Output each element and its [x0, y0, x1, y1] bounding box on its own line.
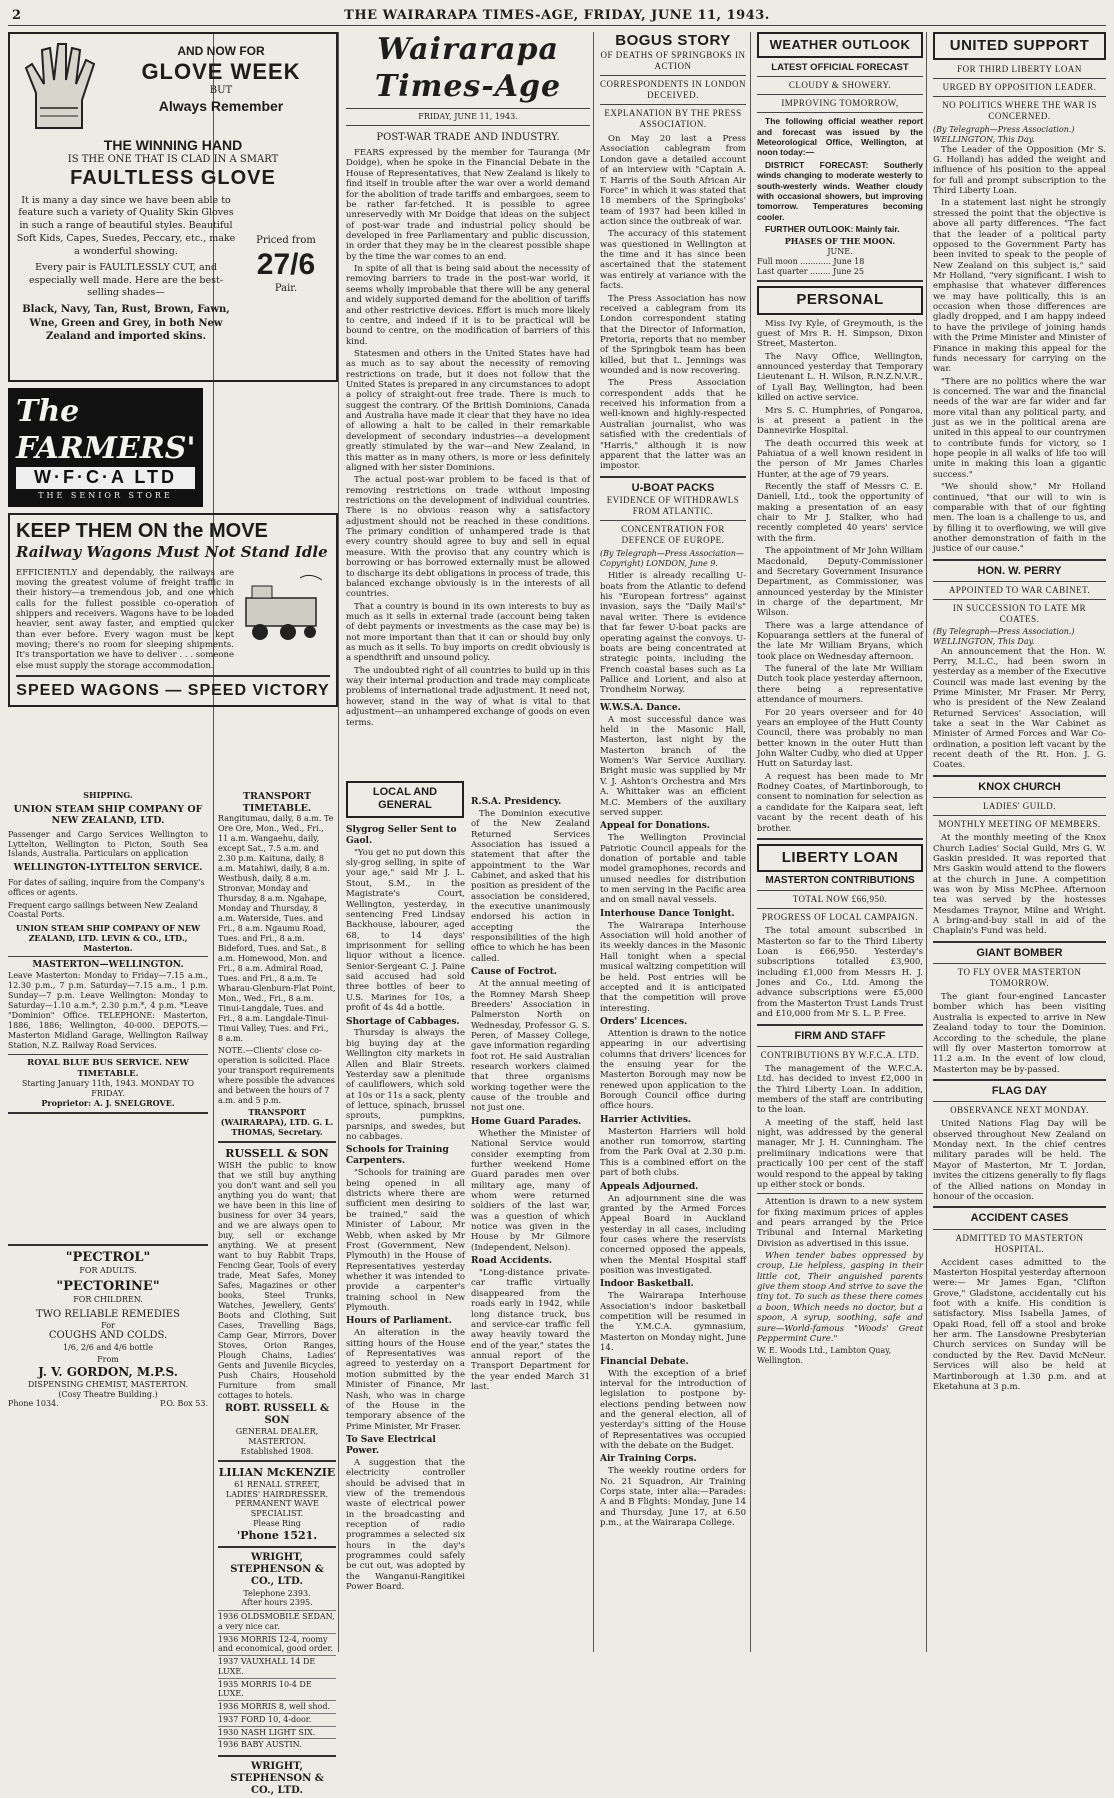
local-item-title: Financial Debate. [600, 1356, 689, 1367]
personal-paragraph: For 20 years overseer and for 40 years an employee of the Hutt County Council, there was probably no man better known in the outer Hutt than John Walter Cudby, who died at Upper Hutt on Saturday last. [757, 707, 923, 770]
bogus-paragraph: The accuracy of this statement was questioned in Wellington at the time and it has since been ascertained that the statement was entirely at variance with the facts. [600, 229, 746, 292]
weather-sub: IMPROVING TOMORROW, [781, 98, 899, 109]
firm-advert: Attention is drawn to a new system for fixing maximum prices of apples and pears arranged by the Price Tribunal and Internal Marketing Division as advertised in this issue. [757, 1197, 923, 1249]
bogus-paragraph: The Press Association correspondent adds that he received his information from a well-known and highly-respected Australian journalist, who was satisfied with the credentials of "Harris," although it is now apparent that the latter was an impostor. [600, 378, 746, 472]
shipping-company: UNION STEAM SHIP COMPANY OF NEW ZEALAND, LTD. [13, 803, 203, 827]
liberty-heading: LIBERTY LOAN [781, 848, 899, 866]
ad-headline: FAULTLESS GLOVE [70, 167, 276, 190]
local-item-text: Whether the Minister of National Service would consider exempting from further weekend Home Guard parades men over military age, many of whom were returned soldiers of the last war, was a question of which notice was given in the House by Mr Gilmore (Independent, Nelson). [471, 1128, 590, 1253]
shipping-column [8, 791, 208, 1651]
weather-heading: WEATHER OUTLOOK [769, 37, 911, 52]
local-item-title: Appeal for Donations. [600, 821, 710, 832]
bogus-heading: BOGUS STORY [615, 32, 731, 49]
pectorine-name: "PECTORINE" [56, 1278, 160, 1294]
local-item-text: Masterton Harriers will hold another run tomorrow, starting from the Park Oval at 2.30 p.m. This is a combined effort on the part of both clubs. [600, 1126, 746, 1179]
local-item-title: Cause of Foctrot. [471, 967, 558, 978]
personal-paragraph: Miss Ivy Kyle, of Greymouth, is the guest of Mrs R. H. Simpson, Dixon Street, Masterton. [757, 318, 923, 350]
support-sub: URGED BY OPPOSITION LEADER. [942, 82, 1097, 93]
local-item-text: The weekly routine orders for No. 21 Squadron, Air Training Corps state, inter alia:—Parades: A and B Flights: Monday, June 14 and Thursday, June 17, at 6.50 p.m., at the Wairarapa College. [600, 1466, 746, 1529]
support-sub: FOR THIRD LIBERTY LOAN [957, 64, 1082, 75]
farmers-brand: The FARMERS' [16, 394, 196, 466]
liberty-sub: PROGRESS OF LOCAL CAMPAIGN. [761, 912, 919, 923]
local-item-text: "You get no put down this sly-grog selling, in spite of your age," said Mr J. L. Stout, S.M., in the Magistrate's Court, Wellington, yesterday, in sentencing Fred Lindsay Backhouse, labourer, aged 68, to 14 days' imprisonment for selling liquor without a licence. Senior-Sergeant C. J. Paine said accused had sold three bottles of beer to U.S. Marines for 10s, a profit of 4s 4d a bottle. [346, 847, 465, 1014]
firm-credit: W. E. Woods Ltd., Lambton Quay, Wellington. [757, 1346, 892, 1365]
knox-text: At the monthly meeting of the Knox Church Ladies' Social Guild, Mrs G. W. Gaskin presided. It was reported that Mrs Gaskin would attend to the flowers at the church in June. A competition was won by Miss McPhee. Afternoon tea was served by the hostesses Mesdames Traynor, Milne and Wright. A bring-and-buy stall in aid of the Chaplain's Fund was held. [933, 833, 1106, 937]
lilian-address: 61 RENALL STREET, [234, 1479, 320, 1489]
weather-box [757, 32, 923, 58]
car-item: 1936 MORRIS 8, well shod. [218, 1700, 336, 1713]
flagday-sub: OBSERVANCE NEXT MONDAY. [950, 1105, 1089, 1116]
local-subcolumn [346, 822, 465, 1595]
uboat-sub: EVIDENCE OF WITHDRAWLS FROM ATLANTIC. [606, 495, 740, 516]
from-line: From [97, 1355, 119, 1365]
accident-sub: ADMITTED TO MASTERTON HOSPITAL. [955, 1232, 1084, 1254]
local-item-text: The Wairarapa Interhouse Association's indoor basketball competition will be resumed in the Y.M.C.A. gymnasium, Masterton on Monday night, June 14. [600, 1291, 746, 1354]
rail-ad-title: KEEP THEM ON the MOVE [16, 519, 268, 542]
farmers-logo [8, 388, 203, 507]
price-line: 1/6, 2/6 and 4/6 bottle [62, 1342, 154, 1352]
car-item: 1930 NASH LIGHT SIX. [218, 1726, 336, 1739]
bogus-sub: EXPLANATION BY THE PRESS ASSOCIATION. [604, 108, 742, 130]
accident-heading: ACCIDENT CASES [970, 1212, 1069, 1225]
editorial-paragraph: That a country is bound in its own interests to buy as much as it sells in external trade (account being taken of debt payments or investments as the case may be) is not more important than that it can or should buy only as much as it sells. To buy imports on credit obviously is a spendthrift and unsound policy. [346, 601, 590, 664]
local-general-section [346, 781, 590, 1651]
rail-ad-subtitle: Railway Wagons Must Not Stand Idle [16, 543, 328, 562]
knox-heading: KNOX CHURCH [978, 780, 1061, 793]
shipping-text: Passenger and Cargo Services Wellington to Lyttelton, Wellington to Picton, South Sea Islands, Australia. Particulars on application [8, 829, 208, 859]
perry-heading: HON. W. PERRY [977, 564, 1062, 577]
local-heading: LOCAL AND GENERAL [372, 786, 438, 812]
russell-body: WISH the public to know that we still buy anything you don't want and sell you anything you do want; that we have been in this line of business for over 34 years, and we are always open to buy, sell or exchange anything. We at present want to buy Rabbit Traps, Fencing Gear, Tools of every trade, Meat Safes, Money Safes, Magazines or other books, Steel Trunks, Watches, Jewellery, Gents' Boots and Clothing, Suit Cases, Travelling Bags, Camp Gear, Mirrors, Dover Stoves, Orion Ranges, Plough Chains, Ladies' Gents and Juvenile Bicycles, Push Chairs, Household Furniture from small cottages to hotels. [218, 1160, 336, 1400]
pectorine-for: FOR CHILDREN. [73, 1294, 143, 1304]
bomber-text: The giant four-engined Lancaster bomber which has been visiting Australia is expected to arrive in New Zealand today to tour the Dominion. According to the schedule, the plane will fly over Masterton tomorrow at 11.2 a.m. In the event of low cloud, Masterton may be by-passed. [933, 992, 1106, 1075]
bus2-proprietor: Proprietor: A. J. SNELGROVE. [41, 1097, 175, 1108]
running-header [8, 6, 1106, 26]
wright-name: WRIGHT, STEPHENSON & CO., LTD. [230, 1552, 324, 1588]
uboat-text: Hitler is already recalling U-boats from the Atlantic to defend his "European fortress" against invasion, says the "Daily Mail's" naval writer. There is evidence that far fewer U-boat packs are operating against the convoys. U-boats are being concentrated at strategic points, including the French coastal bases such as La Pallice and Lorient, and also at Trondheim Norway. [600, 571, 746, 696]
chemist-name: J. V. GORDON, M.P.S. [38, 1365, 178, 1380]
editorial-paragraph: In spite of all that is being said about the necessity of removing barriers to trade in the post-war world, it seems wholly improbable that there will be any general and widely supported demand for the abolition of tariffs and other restrictive devices. Effort is much more likely to centre, and indeed if it is to be practical will be bound to centre, on the modification of barriers of this kind. [346, 264, 590, 347]
local-item-title: W.W.S.A. Dance. [600, 702, 681, 713]
personal-paragraph: The death occurred this week at Pahiatua of a well known resident in the person of Mr James Charles Hunter, at the age of 79 years. [757, 438, 923, 480]
ad-paragraph: It is many a day since we have been able to feature such a variety of Quality Skin Gloves in such a range of beautiful styles. Beautiful Soft Kids, Capes, Suedes, Peccary, etc., make a wonderful showing. [16, 194, 236, 257]
firm-poem: When tender babes oppressed by croup, Lie helpless, gasping in their little cot, Their anguished parents give them stoop And strive to save the tiny tot. To such as these there comes a boon, Which needs no doctor, but a spoon, A syrup, soothing, safe and sure—World-famous "Woods' Great Peppermint Cure." [757, 1251, 923, 1344]
lilian-phone: 'Phone 1521. [236, 1528, 318, 1542]
bogus-sub: CORRESPONDENTS IN LONDON DECEIVED. [600, 79, 747, 101]
wright-phone: Telephone 2393. [243, 1588, 311, 1598]
local-item-title: To Save Electrical Power. [346, 1434, 436, 1456]
ailments-line: COUGHS AND COLDS. [48, 1330, 168, 1342]
bogus-paragraph: On May 20 last a Press Association cablegram from London gave a detailed account of an interview with "Captain A. T. Harris of the South African Air Force" in which it was stated that 18 members of the Springboks' team of 1937 had been killed in action since the outbreak of war. [600, 134, 746, 227]
shipping-heading: SHIPPING. [83, 790, 133, 800]
local-item-text: Attention is drawn to the notice appearing in our advertising columns that drivers' licences for the ensuing year for the Masterton Borough may now be renewed upon application to the Borough Council office during office hours. [600, 1028, 746, 1112]
local-item-title: Shortage of Cabbages. [346, 1016, 460, 1027]
rail-ad-body: EFFICIENTLY and dependably, the railways are moving the greatest volume of freight traffic in their history—a tremendous job, and one which calls for the fullest possible co-operation of shippers and receivers. Wagons have to be loaded heavier, sent away faster, and emptied quicker than ever before. Every wagon must be kept moving; there's no room for sleeping shipments. It's transportation we have to deliver . . . someone else must supply the storage accommodation. [16, 567, 234, 671]
local-item-title: Slygrog Seller Sent to Gaol. [346, 824, 457, 846]
car-item: 1936 BABY AUSTIN. [218, 1738, 336, 1751]
local-item-text: A most successful dance was held in the Masonic Hall, Masterton, last night by the Masterton branch of the Women's War Service Auxiliary. Bright music was supplied by Mr V. J. Ashton's Orchestra and Mrs A. Whittaker was an efficient M.C. Members of the auxiliary served supper. [600, 714, 746, 818]
bogus-sub: OF DEATHS OF SPRINGBOKS IN ACTION [600, 50, 746, 72]
personal-paragraph: There was a large attendance of Kopuaranga settlers at the funeral of the late Mr William Bryans, which took place on Wednesday afternoon. [757, 620, 923, 662]
local-item-text: An alteration in the sitting hours of the House of Representatives was agreed to yesterday on a motion submitted by the Minister of Finance, Mr Nash, who was in charge of the House in the temporary absence of the Prime Minister, Mr Fraser. [346, 1328, 465, 1432]
wright-hours: After hours 2395. [241, 1598, 313, 1608]
wright-footer: WRIGHT, STEPHENSON & CO., LTD. [230, 1761, 324, 1797]
column-rule [926, 32, 927, 1652]
transport-signed: TRANSPORT (WAIRARAPA), LTD. G. L. THOMAS, Secretary. [220, 1107, 334, 1137]
support-paragraph: In a statement last night he strongly stressed the point that the objective is above all party differences. "The fact that the leader of a political party opposed to the Government Party has been invited to speak to the people of New Zealand on this subject is," said Mr Holland, "very significant. I wish to emphasise that whatever differences we may have politically, this is an occasion when those differences are gladly dropped, and I am happy indeed to have the privilege of joining hands with the Prime Minister and Minister of Finance in making this appeal for the funds necessary for carrying on the war. [933, 198, 1106, 375]
bomber-heading: GIANT BOMBER [976, 946, 1063, 959]
personal-paragraph: The appointment of Mr John William Macdonald, Deputy-Commissioner and Secretary Government Insurance Department, as Commissioner, was announced yesterday by the Minister in charge of the department, Mr Wilson. [757, 546, 923, 619]
glove-ad-column [8, 32, 338, 802]
local-item-text: With the exception of a brief interval for the introduction of legislation to postpone by-elections pending between now and the general election, all of yesterday's sitting of the House of Representatives was occupied with the debate on the Budget. [600, 1368, 746, 1452]
remedies-line: TWO RELIABLE REMEDIES [36, 1308, 180, 1320]
car-item: 1936 MORRIS 12-4, roomy and economical, good order. [218, 1633, 336, 1656]
local-item-text: "Schools for training are being opened in all districts where there are sufficient men desiring to be trained," said the Minister of Labour, Mr Webb, when asked by Mr Frost (Government, New Plymouth) in the House of Representatives yesterday whether it was intended to provide a carpenter's training school in New Plymouth. [346, 1168, 465, 1314]
bomber-sub: TO FLY OVER MASTERTON TOMORROW. [957, 967, 1082, 989]
liberty-sub: MASTERTON CONTRIBUTIONS [765, 875, 915, 887]
shipping-text: Frequent cargo sailings between New Zealand Coastal Ports. [8, 900, 198, 920]
pectrol-advert [8, 1244, 208, 1409]
local-item-text: A suggestion that the electricity controller should be advised that in view of the tremendous waste of electrical power in the broadcasting and reception of radio programmes a selected six hours in the day's programmes could safely be cut out, was adopted by the Wanganui-Rangitikei Power Board. [346, 1457, 465, 1593]
editorial-heading: POST-WAR TRADE AND INDUSTRY. [376, 131, 560, 143]
support-paragraph: "There are no politics where the war is concerned. The war and the financial needs of the war are far wider and far more vital than any political party, and just as we in the political arena are united in this appeal to our countrymen to contribute funds for victory, so I hope people in all walks of life too will unite in making this loan a gigantic success." [933, 376, 1106, 480]
ad-line: BUT [209, 85, 233, 97]
bus-timetable: Leave Masterton: Monday to Friday—7.15 a.m., 12.30 p.m., 7 p.m. Saturday—7.15 a.m., 1 p.m. Sunday—7 p.m. Leave Wellington: Monday to Saturday—1.10 a.m.*, 2.30 p.m.*, 4 p.m. *Leave "Dominion" Office. TELEPHONE: Masterton, 1886, 1886; Wellington, 40-000. DEPOTS.—Masterton Midland Garage, Wellington Railway Station, N.Z. Railway Road Services. [8, 971, 208, 1051]
support-paragraph: "We should show," Mr Holland continued, "that our will to win is comparable with that of our fighting men. The loan is a challenge to us, and by filling it to overflowing, we will give another demonstration of faith in the justice of our cause." [933, 482, 1106, 555]
moon-last: Last quarter ........ June 25 [757, 266, 864, 276]
perry-dateline: (By Telegraph—Press Association.) WELLINGTON, This Day. [933, 627, 1075, 646]
liberty-text: The total amount subscribed in Masterton so far to the Third Liberty Loan is £66,950. Yesterday's subscriptions totalled £3,900, including £1,000 from Messrs H. J. Jones and Co., Ltd. Among the advance subscriptions were £5,000 from the Masterton Trust Lands Trust and £10,000 from Mr S. L. P. Free. [757, 926, 923, 1020]
masthead-title: Wairarapa Times-Age [374, 32, 562, 104]
uboat-heading: U-BOAT PACKS [631, 481, 715, 494]
editorial-paragraph: FEARS expressed by the member for Tauranga (Mr Doidge), when he spoke in the Financial Debate in the House of Representatives, that New Zealand is likely to find itself in trouble after the war over a world demand for the abolition of trade tariffs and embargoes, seem to be rather far-fetched. It is possible to agree unreservedly with Mr Doidge that ideas on the subject of post-war trade and industrial policy should be developed in free Parliamentary and public discussion, in order that they may be in the clearest possible shape by the time the war comes to an end. [346, 148, 590, 262]
russell-heading: RUSSELL & SON [225, 1147, 329, 1161]
ad-line: IS THE ONE THAT IS CLAD IN A SMART [67, 154, 279, 166]
car-item: 1935 MORRIS 10-4 DE LUXE. [218, 1678, 336, 1701]
rail-ad-footer: SPEED WAGONS — SPEED VICTORY [16, 682, 330, 700]
moon-heading: PHASES OF THE MOON. [784, 236, 896, 247]
car-item: 1936 OLDSMOBILE SEDAN, a very nice car. [218, 1612, 335, 1631]
local-subcolumn [471, 794, 590, 1595]
russell-signed: ROBT. RUSSELL & SON [224, 1402, 330, 1426]
uboat-sub: CONCENTRATION FOR DEFENCE OF EUROPE. [621, 523, 725, 545]
ad-pair: Pair. [274, 283, 298, 295]
personal-paragraph: Mrs S. C. Humphries, of Pongaroa, is at present a patient in the Dannevirke Hospital. [757, 405, 923, 437]
chemist-phone: Phone 1034. [8, 1399, 59, 1409]
transport-heading: TRANSPORT TIMETABLE. [242, 791, 312, 814]
chemist-address: (Cosy Theatre Building.) [58, 1389, 158, 1399]
support-heading: UNITED SUPPORT [949, 37, 1090, 54]
ad-headline: GLOVE WEEK [141, 58, 301, 84]
knox-sub: LADIES' GUILD. [982, 801, 1057, 812]
ad-priced-from: Priced from [256, 234, 316, 246]
moon-full: Full moon ............ June 18 [757, 256, 865, 266]
newspaper-page [8, 6, 1106, 1797]
column-rule [750, 32, 751, 1652]
editorial-column [346, 32, 590, 772]
local-item-title: Indoor Basketball. [600, 1279, 694, 1290]
train-illustration [240, 568, 330, 648]
lilian-specialty: PERMANENT WAVE SPECIALIST. [235, 1499, 319, 1519]
column-rule [593, 32, 594, 1652]
railway-advert [8, 513, 338, 707]
ad-shades: Black, Navy, Tan, Rust, Brown, Fawn, Wne, Green and Grey, in both New Zealand and imported skins. [22, 304, 230, 343]
flagday-heading: FLAG DAY [991, 1084, 1048, 1097]
uboat-dateline: (By Telegraph—Press Association—Copyright) LONDON, June 9. [600, 548, 744, 568]
car-item: 1937 FORD 10, 4-door. [218, 1713, 336, 1726]
knox-sub: MONTHLY MEETING OF MEMBERS. [938, 819, 1101, 830]
editorial-paragraph: The undoubted right of all countries to build up in this way their internal production and trade may complicate problems of international trade adjustment. It need not, however, stand in the way of what is vital to that adjustment—an unhampered exchange of goods on even terms. [346, 665, 590, 728]
bus2-heading: ROYAL BLUE BUS SERVICE. NEW TIMETABLE. [27, 1058, 189, 1079]
shipping-agents: UNION STEAM SHIP COMPANY OF NEW ZEALAND, LTD. LEVIN & CO., LTD., Masterton. [15, 923, 201, 953]
editorial-paragraph: The actual post-war problem to be faced is that of removing restrictions on trade without imposing restrictions on the development of individual countries. There is no obvious reason why a satisfactory adjustment should not be reached in these conditions. The primary condition of unhampered trade is that every country should agree to buy and sell in equal measure. With the proviso that any country which is borrowing or has borrowed externally must be allowed to discharge its debt obligations in process of trade, this balanced exchange obviously is in the interests of all countries. [346, 475, 590, 600]
farmers-tag: THE SENIOR STORE [38, 491, 173, 501]
transport-note: NOTE.—Clients' close co-operation is solicited. Place your transport requirements where possible the advances and between the hours of 7 a.m. and 5 p.m. [218, 1046, 335, 1106]
lilian-name: LILIAN McKENZIE [218, 1466, 336, 1480]
local-item-title: Road Accidents. [471, 1256, 553, 1267]
news-column-6 [933, 32, 1106, 1652]
transport-column [218, 791, 336, 1797]
weather-further: FURTHER OUTLOOK: Mainly fair. [765, 223, 900, 234]
wright-car-list [218, 1610, 336, 1751]
personal-paragraph: Recently the staff of Messrs C. E. Daniell, Ltd., took the opportunity of making a presentation of an easy chair to Mr J. Stalker, who had recently completed 40 years' service with the firm. [757, 482, 923, 544]
for-line: For [101, 1320, 115, 1330]
firm-text: A meeting of the staff, held last night, was addressed by the general manager, Mr J. H. Cunningham. The prelimiinary indications were that practically 100 per cent of the staff would respond to the appeal by taking up either stock or bonds. [757, 1117, 923, 1190]
glove-advert [8, 32, 338, 382]
local-item-title: Schools for Training Carpenters. [346, 1145, 449, 1167]
support-dateline: (By Telegraph—Press Association.) WELLINGTON, This Day. [933, 125, 1075, 144]
chemist-role: DISPENSING CHEMIST, MASTERTON. [27, 1379, 189, 1389]
personal-paragraph: The Navy Office, Wellington, announced yesterday that Temporary Lieutenant L. H. Wilson, R.N.Z.N.V.R., of Lyall Bay, Wellington, had been killed on active service. [757, 351, 923, 404]
local-item-text: The Wellington Provincial Patriotic Council appeals for the donation of portable and table model gramophones, records and unused needles for distribution to men serving in the Pacific area and on small naval vessels. [600, 833, 746, 906]
perry-sub: APPOINTED TO WAR CABINET. [948, 585, 1091, 596]
local-item-text: The Dominion executive of the New Zealand Returned Services Association has issued a statement that after the appointment to the War Cabinet, and asked that his position as president of the association be considered, the executive unanimously endorsed his action in accepting the responsibilities of the high office to which he has been called. [471, 808, 590, 964]
local-item-title: Interhouse Dance Tonight. [600, 908, 735, 919]
local-item-title: Harrier Activities. [600, 1114, 692, 1125]
russell-estd: Established 1908. [240, 1446, 314, 1456]
car-item: 1937 VAUXHALL 14 DE LUXE. [218, 1655, 336, 1678]
weather-sub: LATEST OFFICIAL FORECAST [771, 61, 909, 73]
transport-timetable: Rangitumau, daily, 8 a.m. Te Ore Ore, Mon., Wed., Fri., 11 a.m. Wangaehu, daily, except Sat., 7.5 a.m. and 2.30 p.m. Kaituna, daily, 8 a.m. Matahiwi, daily, 8 a.m. Westbush, daily, 8 a.m. Stronvar, Monday and Thursday, 8 a.m. Ngahape, Monday and Thursday, 8 a.m. Waterside, Tues. and Fri., 8 a.m. Ngaumu Road, Tues. and Fri., 8 a.m. Bideford, Tues. and Sat., 8 a.m. Homewood, Mon. and Fri., 8 a.m. Admiral Road, Tues. and Fri., 8 a.m. Te Wharau-Glenburn-Flat Point, Mon., Wed., Fri., 8 a.m. Tinui-Langdale, Tues. and Fri., 8 a.m. Langdale-Tinui-Tinui Valley, Tues. and Fri., 8 a.m. [218, 814, 336, 1044]
local-item-title: R.S.A. Presidency. [471, 796, 562, 807]
lilian-role: LADIES' HAIRDRESSER. [225, 1489, 329, 1499]
firm-text: The management of the W.F.C.A. Ltd. has decided to invest £2,000 in the Third Liberty Loan. In addition, members of the staff are contributing to the loan. [757, 1063, 923, 1116]
news-column-5 [757, 32, 923, 1652]
ad-line: THE WINNING HAND [103, 137, 243, 153]
russell-role: GENERAL DEALER, MASTERTON. [235, 1427, 319, 1446]
local-item-text: An adjournment sine die was granted by the Armed Forces Appeal Board in Auckland yesterday in all cases, including four cases where the reservists concerned opposed the appeals, when the Mental Hospital staff position was investigated. [600, 1193, 746, 1277]
personal-heading: PERSONAL [796, 291, 884, 309]
personal-paragraph: A request has been made to Mr Rodney Coates, of Martinborough, to consent to nomination for selection as a candidate for the Kaipara seat, left vacant by the recent death of his brother. [757, 771, 923, 834]
weather-district: DISTRICT FORECAST: Southerly winds changing to moderate westerly to south-westerly winds. Weather cloudy with occasional showers, but improving tomorrow. Temperatures becoming cooler. [757, 159, 923, 222]
support-paragraph: The Leader of the Opposition (Mr S. G. Holland) has added the weight and influence of his position to the appeal for full and prompt subscription to the Third Liberty Loan. [933, 144, 1106, 197]
accident-text: Accident cases admitted to the Masterton Hospital yesterday afternoon were:— Mr James Egan, "Clifton Grove," Gladstone, accidentally cut his foot with a knife. His condition is satisfactory. Miss Isabella James, of Opaki Road, fell off a stool and broke her arm. The Lansdowne Presbyterian Church services on Sunday will be conducted by the Rev. David McNeur. Services will also be held at Martinborough at 1.30 p.m. and at Eketahuna at 3 p.m. [933, 1257, 1106, 1392]
local-heading-box [346, 781, 464, 818]
editorial-paragraph: Statesmen and others in the United States have had as much as to say about the necessity of removing restrictions on trade, but it does not follow that the United States is prepared in any circumstances to adopt a policy of straight-out free trade. There is much to suggest the contrary. Of the British Dominions, Canada and Australia have made it clear that they have no idea of allowing a halt to be called in their remarkable development of secondary industries—a development greatly stimulated by the war—and New Zealand, in this matter as in many others, is more or less definitely aligned with her sister Dominions. [346, 348, 590, 473]
flagday-text: United Nations Flag Day will be observed throughout New Zealand on Monday next. In the chief centres military parades will be held. The Mayor of Masterton, Mr T. Jordan, invites the citizens generally to fly flags of the Allied nations on Monday in honour of the occasion. [933, 1119, 1106, 1202]
ad-price: 27/6 [256, 247, 316, 281]
pectrol-for: FOR ADULTS. [79, 1266, 137, 1276]
ad-line: AND NOW FOR [177, 44, 265, 58]
firm-sub: CONTRIBUTIONS BY W.F.C.A. LTD. [760, 1049, 920, 1060]
local-item-text: "Long-distance private-car traffic virtually disappeared from the roads early in 1942, while long distance truck, bus and service-car traffic fell away heavily toward the end of the year," states the annual report of the Transport Department for the year ended March 31 last. [471, 1268, 590, 1393]
local-item-title: Appeals Adjourned. [600, 1181, 699, 1192]
local-item-text: Thursday is always the big buying day at the Wellington city markets in Allen and Blair Streets. Yesterday saw a plenitude of cauliflowers, which sold at 10s or 11s a sack, plenty of lettuce, spinach, brussel sprouts, pumpkins, parsnips, and swedes, but no cabbages. [346, 1028, 465, 1143]
bogus-paragraph: The Press Association has now received a cablegram from its London correspondent stating that the Director of Information, Pretoria, reports that no member of the Springbok team has been killed, but that L. Jennings was wounded and is now recovering. [600, 293, 746, 377]
bus2-sub: Starting January 11th, 1943. MONDAY TO FRIDAY. [21, 1079, 195, 1098]
liberty-sub: TOTAL NOW £66,950. [792, 894, 888, 905]
shipping-text: For dates of sailing, inquire from the Company's offices or agents. [8, 878, 205, 897]
local-item-title: Home Guard Parades. [471, 1116, 582, 1127]
support-sub: NO POLITICS WHERE THE WAR IS CONCERNED. [942, 100, 1097, 122]
perry-text: An announcement that the Hon. W. Perry, M.L.C., had been sworn in yesterday as a member of the Executive Council was made last evening by the Prime Minister, Mr Fraser. Mr Perry, who is president of the New Zealand Returned Services' Association, will take a seat in the War Cabinet as Minister of Armed Forces and War Co-ordination, a position left vacant by the recent death of the Rt. Hon. J. G. Coates. [933, 646, 1106, 771]
lilian-please: Please Ring [253, 1518, 301, 1528]
news-column-4 [600, 32, 746, 1652]
running-title: THE WAIRARAPA TIMES-AGE, FRIDAY, JUNE 11, 1943. [344, 7, 770, 23]
personal-paragraph: The funeral of the late Mr William Dutch took place yesterday afternoon, there being a representative attendance of mourners. [757, 664, 923, 706]
shipping-route: WELLINGTON-LYTTELTON SERVICE. [13, 863, 203, 874]
ad-paragraph: Every pair is FAULTLESSLY CUT, and especially well made. Here are the best-selling shades— [28, 261, 224, 299]
local-item-title: Orders' Licences. [600, 1016, 688, 1027]
support-box [933, 32, 1106, 60]
liberty-box [757, 844, 923, 872]
pectrol-name: "PECTROL" [65, 1250, 151, 1266]
page-number: 2 [12, 8, 22, 23]
farmers-sub: W·F·C·A LTD [16, 467, 195, 489]
weather-intro: The following official weather report and forecast was issued by the Meteorological Office, Wellington, at noon today:— [757, 116, 923, 158]
gloved-hand-illustration [16, 38, 106, 133]
chemist-pobox: P.O. Box 53. [160, 1399, 208, 1409]
moon-month: JUNE. [827, 247, 853, 257]
ad-line: Always Remember [158, 97, 284, 114]
local-item-title: Air Training Corps. [600, 1454, 697, 1465]
masthead-date: FRIDAY, JUNE 11, 1943. [418, 112, 518, 122]
perry-sub: IN SUCCESSION TO LATE MR COATES. [952, 603, 1087, 625]
weather-sub: CLOUDY & SHOWERY. [788, 80, 892, 91]
personal-box [757, 286, 923, 314]
firm-heading: FIRM AND STAFF [794, 1029, 886, 1042]
local-item-text: At the annual meeting of the Romney Marsh Sheep Breeders' Association in Palmerston North on Wednesday, Professor G. S. Peren, of Massey College, gave information regarding foot rot. He said Australian research workers claimed that three organisms working together were the cause of the trouble and not just one. [471, 979, 590, 1114]
bus-heading: MASTERTON—WELLINGTON. [32, 960, 184, 971]
column-rule [338, 32, 339, 1652]
local-item-text: The Wairarapa Interhouse Association will hold another of its weekly dances in the Masonic Hall tonight when a special musical waltzing competition will be held. Post entries will be accepted and it is anticipated that the competition will prove interesting. [600, 920, 746, 1014]
local-item-title: Hours of Parliament. [346, 1316, 452, 1327]
